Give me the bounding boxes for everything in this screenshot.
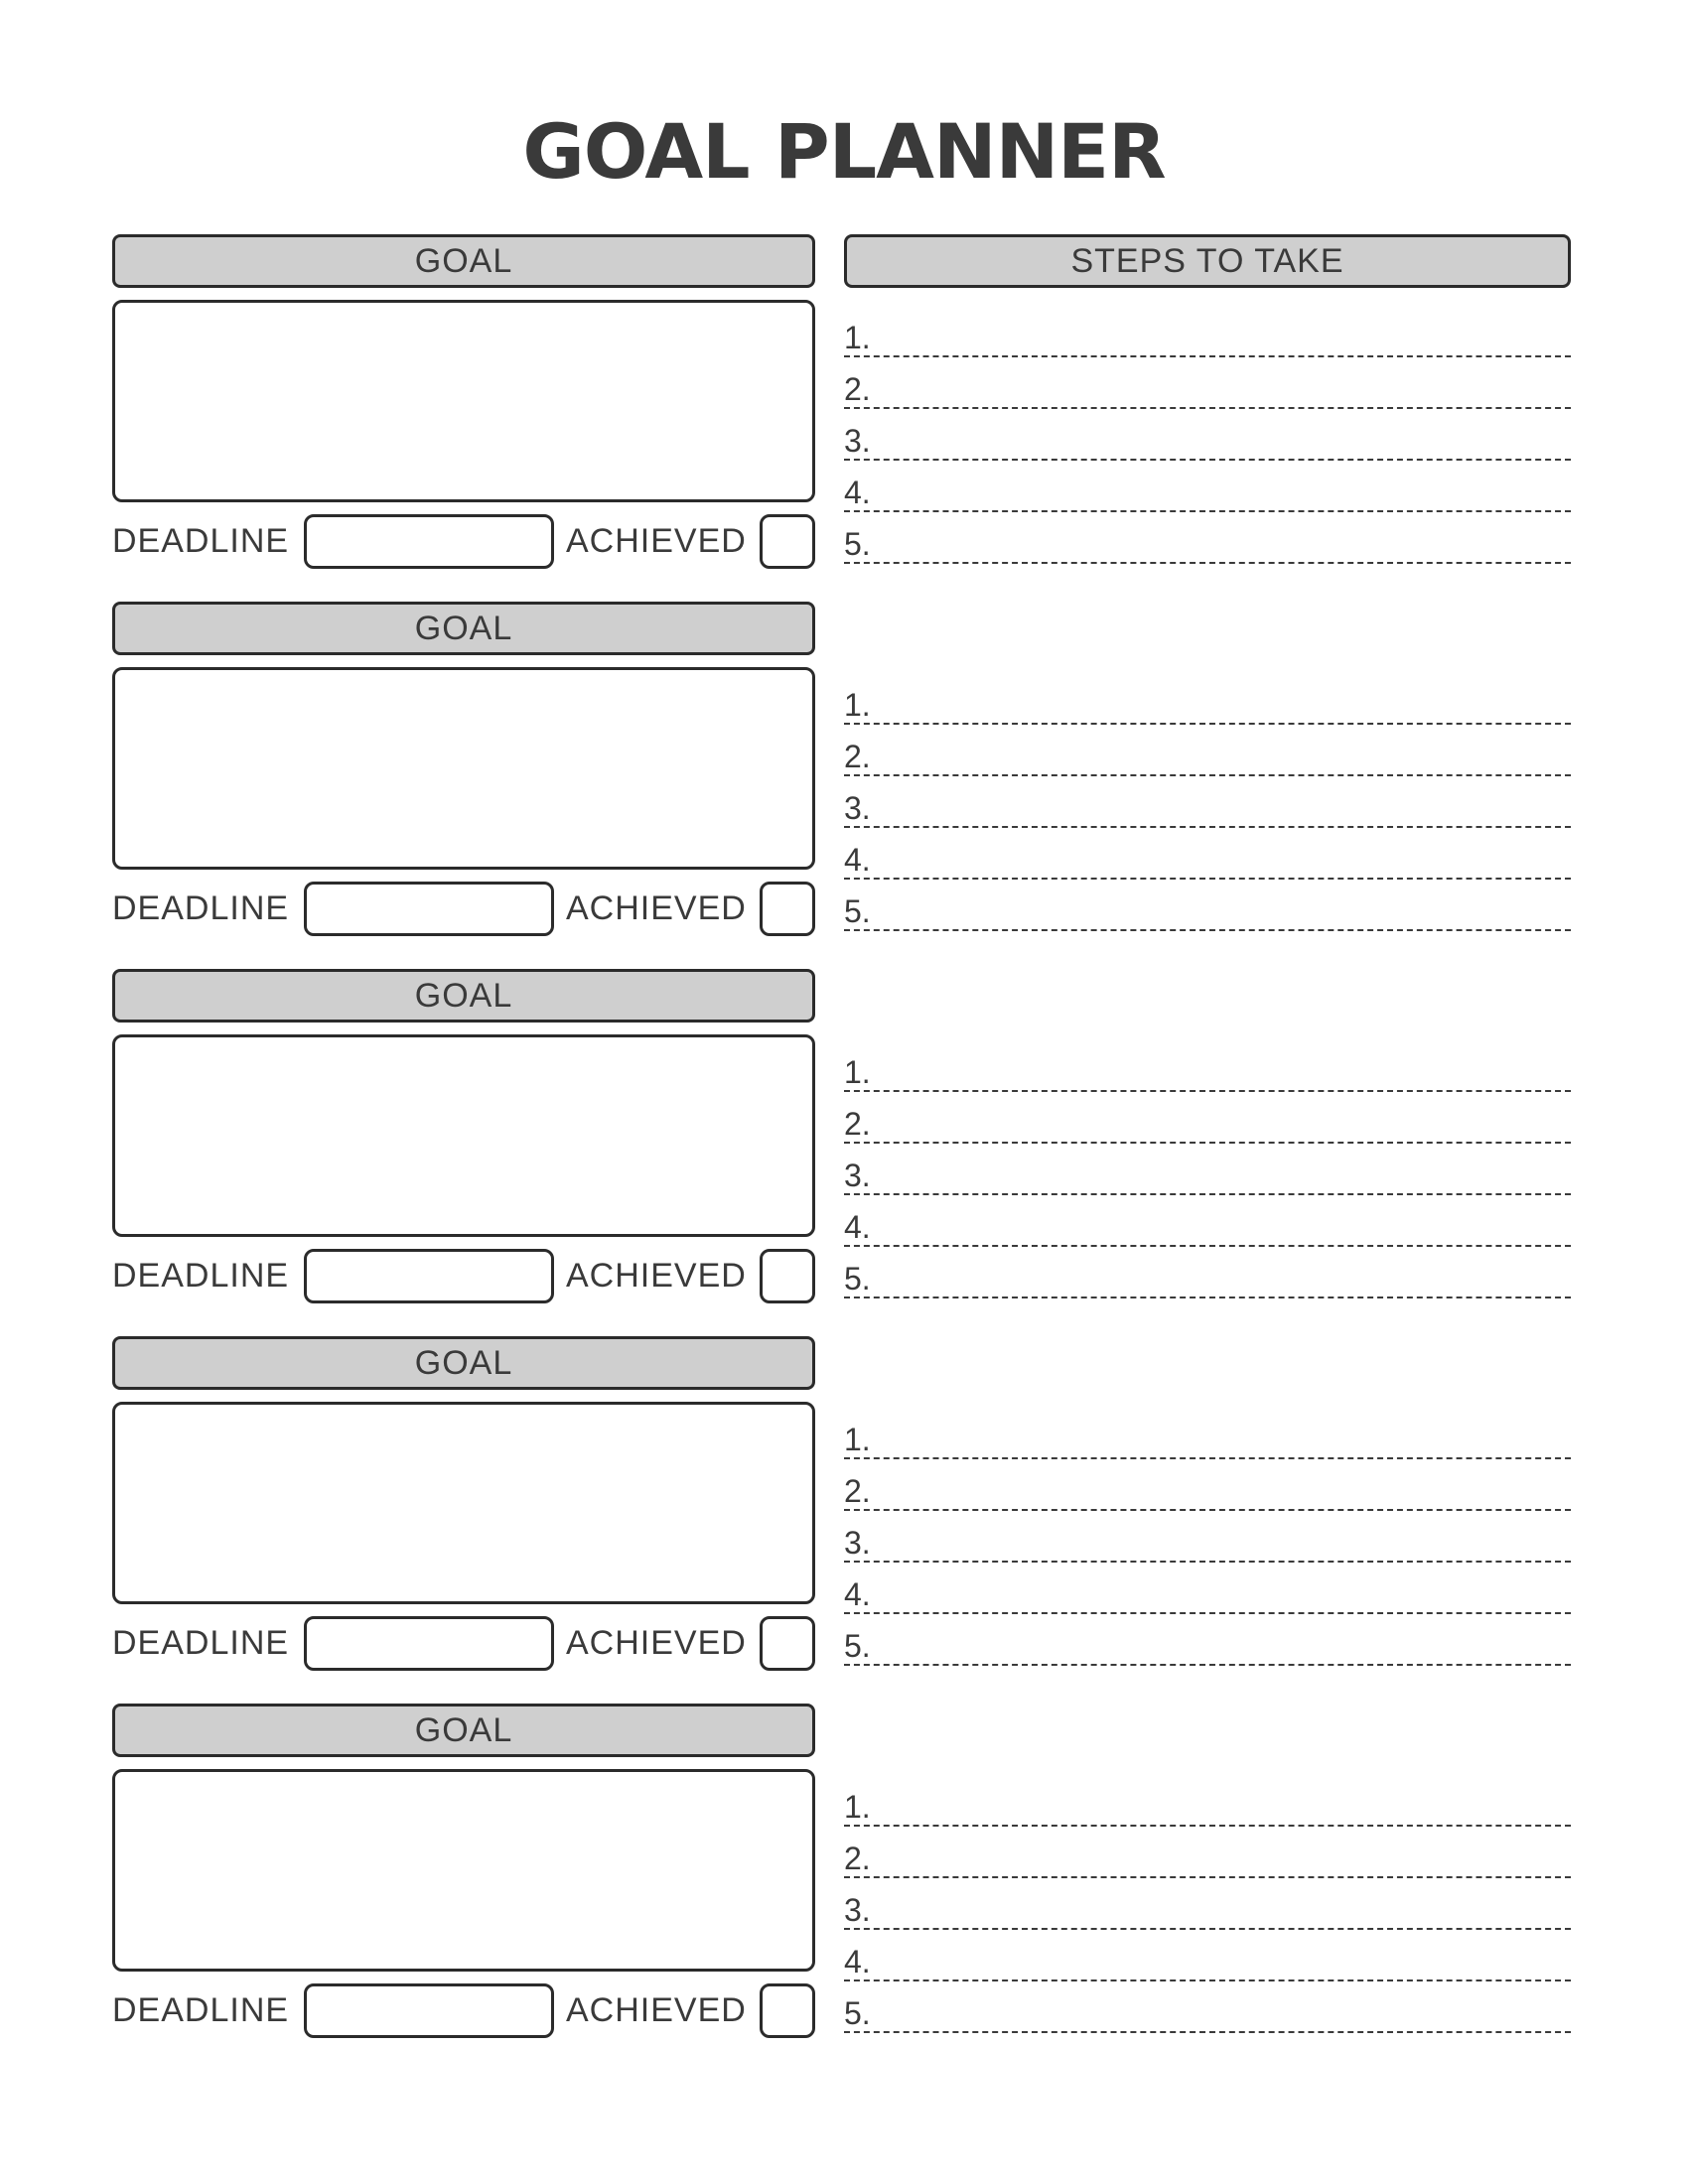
step-row [844, 512, 1571, 564]
step-row [844, 1040, 1571, 1092]
step-entry-line[interactable] [878, 321, 1571, 354]
step-row [844, 1981, 1571, 2033]
step-row [844, 306, 1571, 357]
step-number: 1. [844, 1054, 871, 1090]
step-entry-line[interactable] [878, 1159, 1571, 1192]
step-row [844, 776, 1571, 828]
step-entry-line[interactable] [878, 1577, 1571, 1611]
achieved-checkbox[interactable] [760, 1616, 815, 1671]
step-number: 4. [844, 1209, 871, 1245]
step-entry-line[interactable] [878, 424, 1571, 458]
goal-header: GOAL [112, 1336, 815, 1390]
deadline-field[interactable] [304, 1249, 554, 1303]
step-row [844, 1459, 1571, 1511]
step-entry-line[interactable] [878, 791, 1571, 825]
step-number: 3. [844, 1892, 871, 1928]
step-entry-line[interactable] [878, 1996, 1571, 2030]
step-row [844, 725, 1571, 776]
step-number: 1. [844, 1789, 871, 1825]
step-row [844, 828, 1571, 880]
step-row [844, 1878, 1571, 1930]
step-number: 2. [844, 1841, 871, 1876]
step-number: 3. [844, 423, 871, 459]
step-number: 1. [844, 320, 871, 355]
goal-header: GOAL [112, 1704, 815, 1757]
step-entry-line[interactable] [878, 527, 1571, 561]
step-row [844, 1195, 1571, 1247]
achieved-label: ACHIEVED [566, 889, 747, 927]
step-number: 2. [844, 739, 871, 774]
step-number: 4. [844, 475, 871, 510]
step-number: 4. [844, 1944, 871, 1979]
step-number: 2. [844, 371, 871, 407]
goal-section [0, 1704, 1688, 2073]
achieved-checkbox[interactable] [760, 514, 815, 569]
step-entry-line[interactable] [878, 1107, 1571, 1141]
deadline-field[interactable] [304, 514, 554, 569]
deadline-label: DEADLINE [112, 522, 290, 560]
step-entry-line[interactable] [878, 1423, 1571, 1456]
step-row [844, 1775, 1571, 1827]
deadline-field[interactable] [304, 1983, 554, 2038]
step-entry-line[interactable] [878, 1790, 1571, 1824]
step-number: 1. [844, 687, 871, 723]
step-row [844, 673, 1571, 725]
deadline-label: DEADLINE [112, 1991, 290, 2029]
step-number: 5. [844, 893, 871, 929]
achieved-label: ACHIEVED [566, 1257, 747, 1295]
step-entry-line[interactable] [878, 476, 1571, 509]
step-entry-line[interactable] [878, 1629, 1571, 1663]
page-title: GOAL PLANNER [522, 107, 1166, 196]
step-number: 5. [844, 1261, 871, 1297]
goal-header: GOAL [112, 234, 815, 288]
step-number: 1. [844, 1422, 871, 1457]
dashed-line [844, 1297, 1571, 1298]
achieved-checkbox[interactable] [760, 882, 815, 936]
step-number: 5. [844, 526, 871, 562]
steps-to-take-header: STEPS TO TAKE [844, 234, 1571, 288]
step-row [844, 357, 1571, 409]
step-row [844, 1144, 1571, 1195]
step-row [844, 1563, 1571, 1614]
achieved-label: ACHIEVED [566, 522, 747, 560]
goal-section [0, 1336, 1688, 1706]
step-number: 3. [844, 790, 871, 826]
step-entry-line[interactable] [878, 1055, 1571, 1089]
achieved-checkbox[interactable] [760, 1249, 815, 1303]
step-number: 3. [844, 1158, 871, 1193]
step-entry-line[interactable] [878, 843, 1571, 877]
achieved-checkbox[interactable] [760, 1983, 815, 2038]
step-entry-line[interactable] [878, 372, 1571, 406]
step-row [844, 880, 1571, 931]
dashed-line [844, 562, 1571, 564]
step-row [844, 1092, 1571, 1144]
step-entry-line[interactable] [878, 1945, 1571, 1979]
goal-section [0, 602, 1688, 971]
step-entry-line[interactable] [878, 1262, 1571, 1296]
goal-section [0, 969, 1688, 1338]
step-row [844, 409, 1571, 461]
goal-text-box[interactable] [112, 1769, 815, 1972]
step-number: 2. [844, 1106, 871, 1142]
step-row [844, 1827, 1571, 1878]
goal-text-box[interactable] [112, 300, 815, 502]
deadline-label: DEADLINE [112, 1624, 290, 1662]
goal-header: GOAL [112, 602, 815, 655]
step-entry-line[interactable] [878, 894, 1571, 928]
deadline-label: DEADLINE [112, 889, 290, 927]
step-number: 3. [844, 1525, 871, 1561]
goal-text-box[interactable] [112, 667, 815, 870]
step-number: 4. [844, 1576, 871, 1612]
step-entry-line[interactable] [878, 1893, 1571, 1927]
step-row [844, 1247, 1571, 1298]
goal-section [0, 234, 1688, 604]
goal-text-box[interactable] [112, 1034, 815, 1237]
step-entry-line[interactable] [878, 1210, 1571, 1244]
step-number: 2. [844, 1473, 871, 1509]
achieved-label: ACHIEVED [566, 1624, 747, 1662]
deadline-label: DEADLINE [112, 1257, 290, 1295]
step-entry-line[interactable] [878, 740, 1571, 773]
step-entry-line[interactable] [878, 1842, 1571, 1875]
dashed-line [844, 1664, 1571, 1666]
deadline-field[interactable] [304, 1616, 554, 1671]
goal-text-box[interactable] [112, 1402, 815, 1604]
achieved-label: ACHIEVED [566, 1991, 747, 2029]
deadline-field[interactable] [304, 882, 554, 936]
step-row [844, 1408, 1571, 1459]
step-row [844, 1614, 1571, 1666]
step-row [844, 1511, 1571, 1563]
step-entry-line[interactable] [878, 688, 1571, 722]
step-row [844, 461, 1571, 512]
step-number: 5. [844, 1628, 871, 1664]
goal-header: GOAL [112, 969, 815, 1023]
step-number: 5. [844, 1995, 871, 2031]
step-entry-line[interactable] [878, 1526, 1571, 1560]
step-row [844, 1930, 1571, 1981]
dashed-line [844, 929, 1571, 931]
dashed-line [844, 2031, 1571, 2033]
step-number: 4. [844, 842, 871, 878]
step-entry-line[interactable] [878, 1474, 1571, 1508]
